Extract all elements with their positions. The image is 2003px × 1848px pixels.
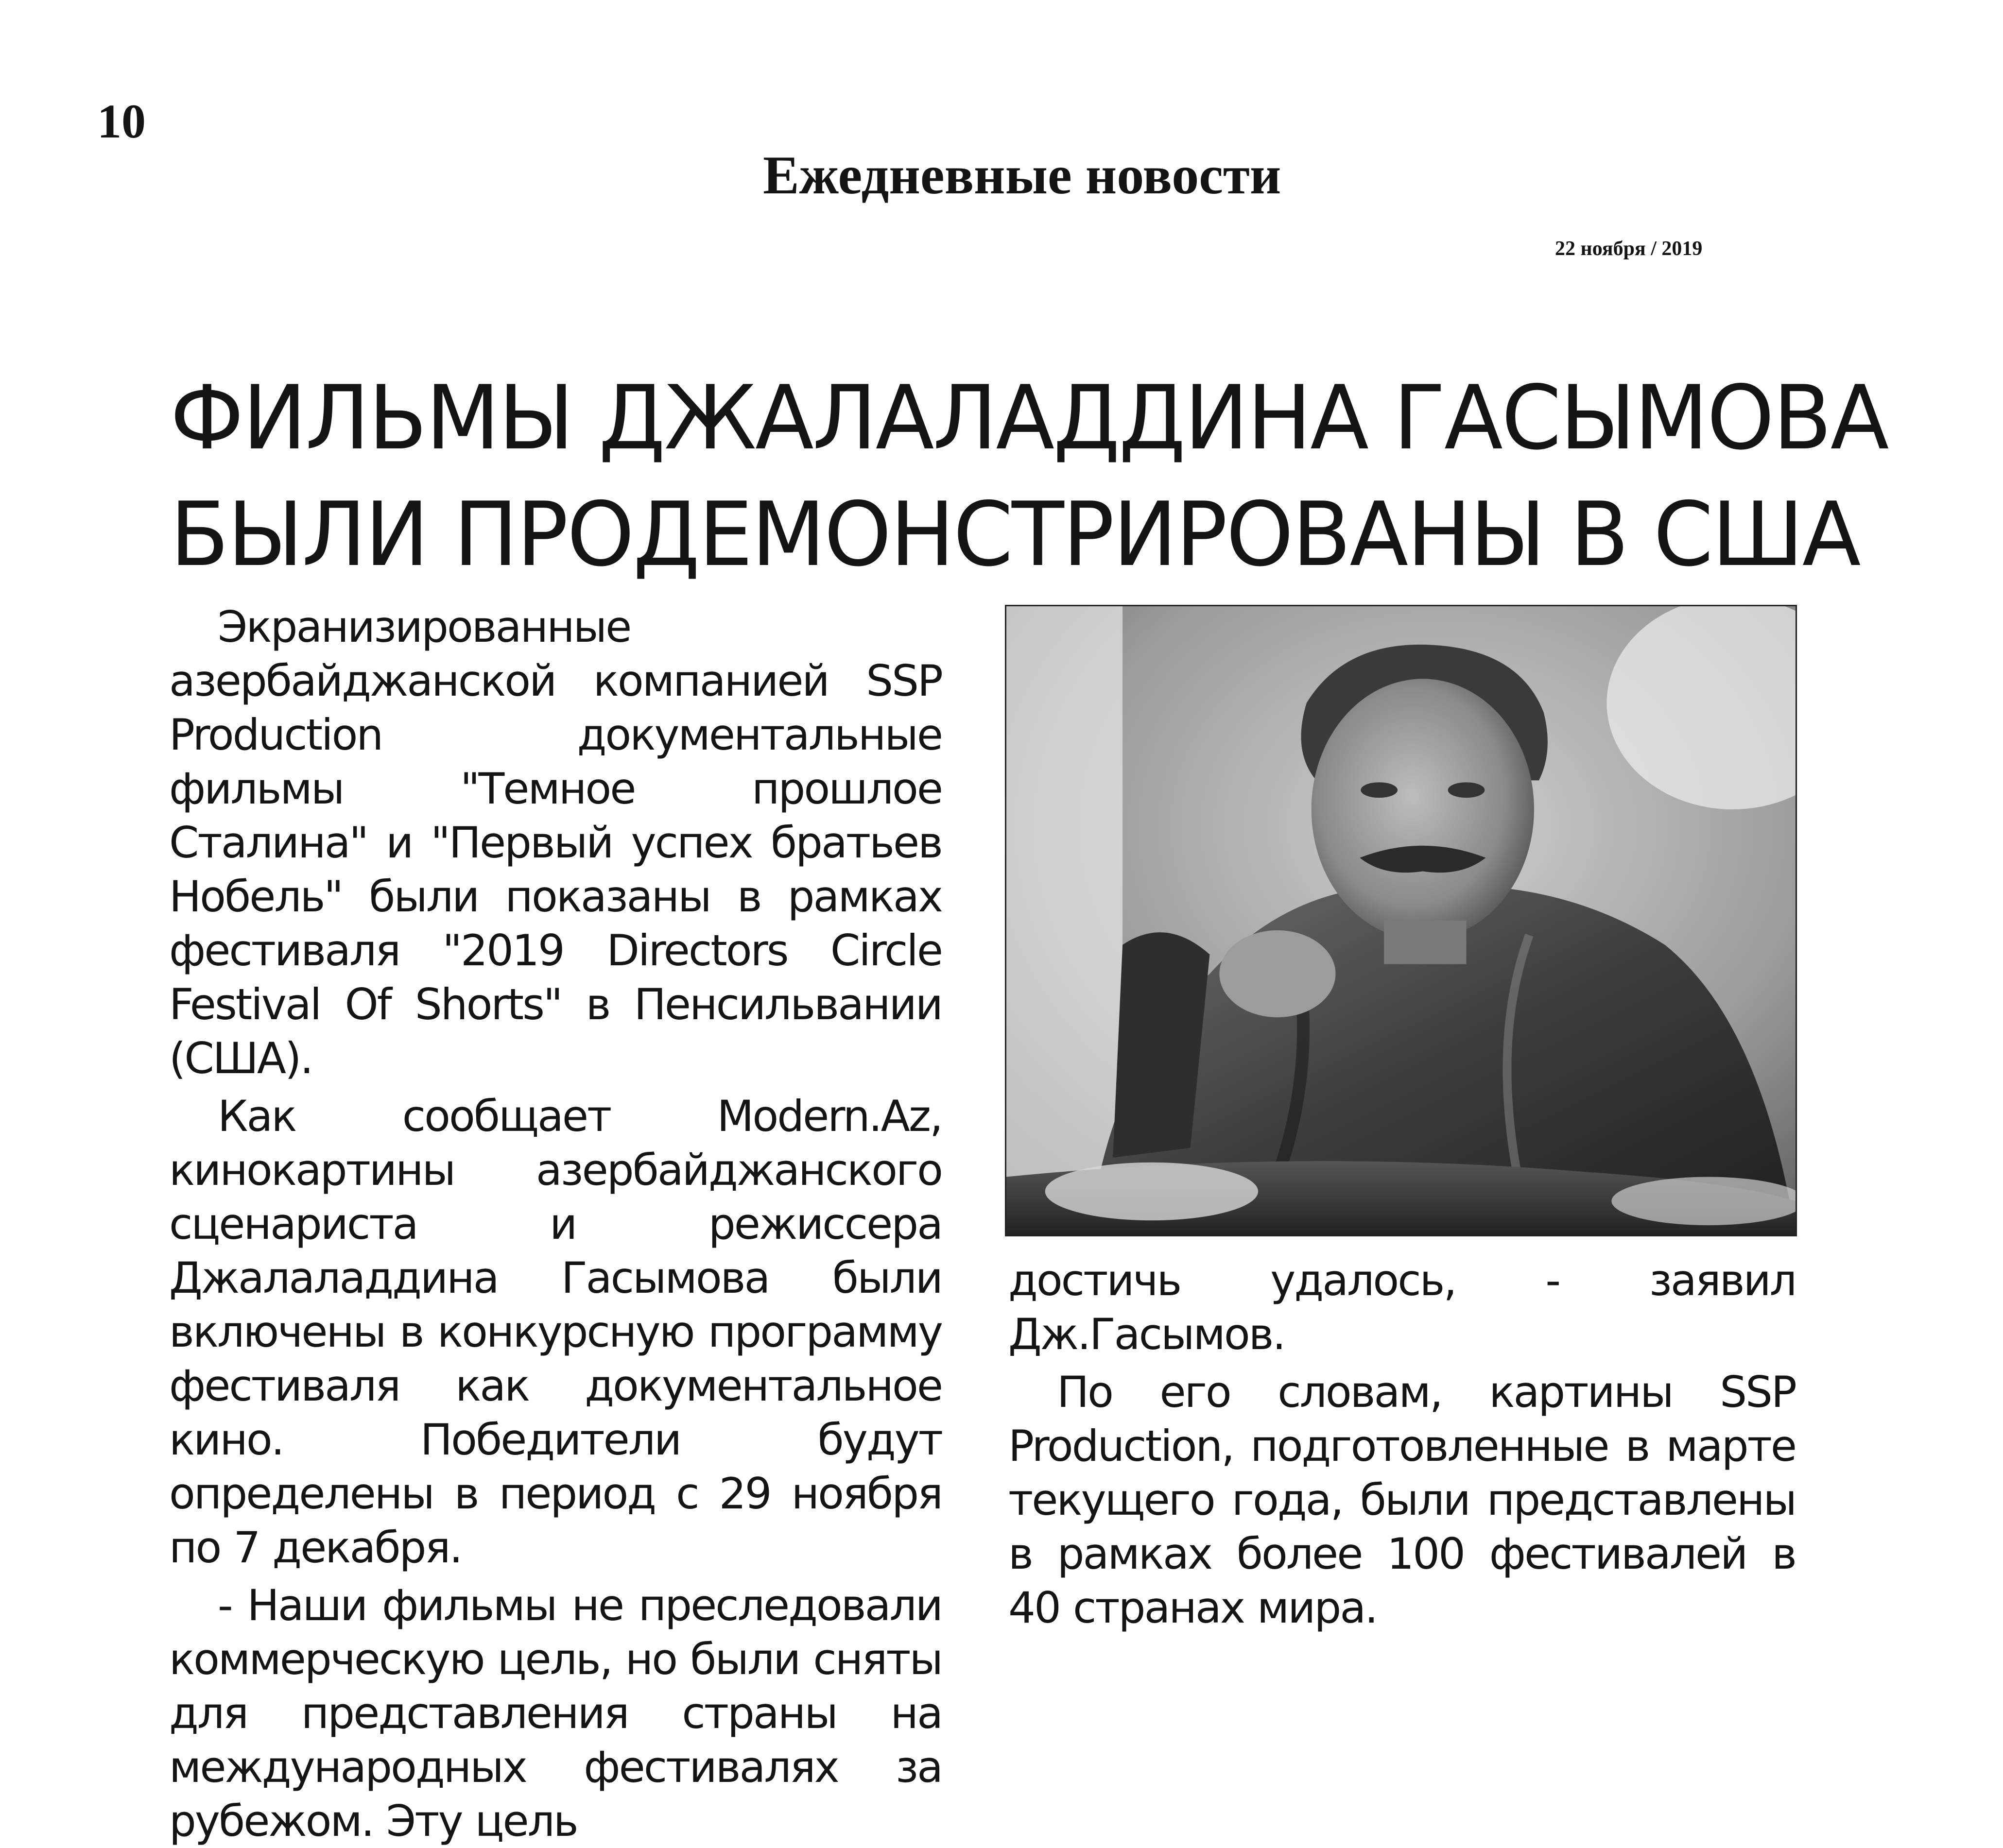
headline-line-1: ФИЛЬМЫ ДЖАЛАЛАДДИНА ГАСЫМОВА [170,366,1888,469]
issue-date: 22 ноября / 2019 [1555,238,1703,260]
article-column-left [169,600,942,1848]
portrait-photo-illustration [1006,606,1796,1235]
article-photo [1005,605,1797,1236]
paragraph-5: По его словам, картины SSP Production, подготовленные в марте текущего года, были представлены в рамках более 100 фестивалей в 40 странах мира. [1008,1367,1796,1633]
paragraph-1: Экранизированные азербайджанской компанией SSP Production документальные фильмы "Темное прошлое Сталина" и "Первый успех братьев Нобель" были показаны в рамках фестиваля "2019 Directors Circle Festival Of Shorts" в Пенсильвании (США). [169,602,942,1083]
headline-line-2: БЫЛИ ПРОДЕМОНСТРИРОВАНЫ В США [170,483,1860,586]
page-number: 10 [97,94,146,148]
article-column-right [1008,1253,1796,1635]
paragraph-2: Как сообщает Modern.Az, кинокартины азербайджанского сценариста и режиссера Джалаладдина Гасымова были включены в конкурсную программу фестиваля как документальное кино. Победители будут определены в период с 29 ноября по 7 декабря. [169,1091,942,1573]
paragraph-4: достичь удалось, - заявил Дж.Гасымов. [1008,1255,1796,1359]
paragraph-3: - Наши фильмы не преследовали коммерческую цель, но были сняты для представления страны на международных фестивалях за рубежом. Эту цель [169,1580,942,1846]
newspaper-title: Ежедневные новости [763,145,1281,205]
article-headline [170,359,1888,593]
